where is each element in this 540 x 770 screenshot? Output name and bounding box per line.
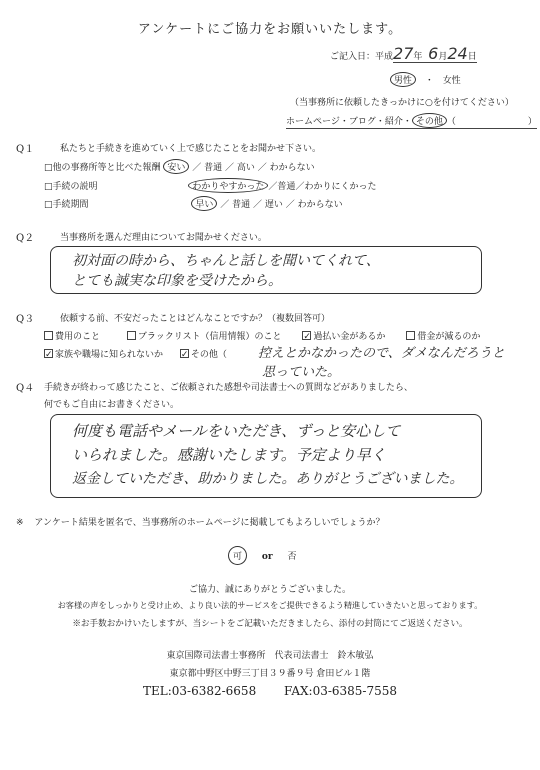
publish-or: or bbox=[261, 552, 273, 562]
q4-answer-line-3: 返金していただき、助かりました。ありがとうございました。 bbox=[72, 471, 464, 487]
q1-explanation-option-unclear[interactable]: わかりにくかった bbox=[304, 182, 377, 192]
q1-duration-option-slow[interactable]: 遅い bbox=[264, 200, 283, 210]
referral-line bbox=[286, 113, 537, 129]
q3-option-debt-reduce[interactable]: 借金が減るのか bbox=[406, 332, 480, 342]
q4-answer-line-2: いられました。感謝いたします。予定より早く bbox=[72, 446, 386, 464]
q4-text-line-2: 何でもご自由にお書きください。 bbox=[44, 400, 180, 410]
publish-question bbox=[16, 515, 385, 528]
q3-other-answer-line-1: 控えとかなかったので、ダメなんだろうと bbox=[258, 346, 505, 361]
closing-line-3: ※お手数おかけいたしますが、当シートをご記載いただきましたら、添付の封筒にてご返送ください。 bbox=[72, 619, 468, 629]
referral-prompt: （当事務所に依頼したきっかけに○を付けてください） bbox=[290, 98, 514, 108]
publish-yes[interactable]: 可 bbox=[228, 546, 247, 565]
date-line bbox=[330, 44, 477, 63]
publish-mark: ※ bbox=[16, 518, 24, 528]
referral-other[interactable]: その他 bbox=[412, 113, 447, 128]
office-contact bbox=[0, 684, 540, 698]
publish-text: アンケート結果を匿名で、当事務所のホームページに掲載してもよろしいでしょうか？ bbox=[34, 518, 385, 528]
q1-fee-option-cheap[interactable]: 安い bbox=[163, 159, 189, 174]
q1-number: Q１ bbox=[16, 144, 35, 155]
q3-number: Q３ bbox=[16, 314, 35, 325]
office-address: 東京都中野区中野三丁目３９番９号 倉田ビル１階 bbox=[169, 669, 371, 679]
office-name: 東京国際司法書士事務所 代表司法書士 鈴木敏弘 bbox=[166, 651, 374, 661]
date-year[interactable]: 27 bbox=[393, 44, 414, 63]
q3-options-row-2 bbox=[44, 347, 227, 360]
publish-no[interactable]: 否 bbox=[287, 552, 297, 562]
q2-text: 当事務所を選んだ理由についてお聞かせください。 bbox=[60, 233, 267, 243]
q3-other-answer-line-2: 思っていた。 bbox=[262, 365, 341, 380]
office-fax: FAX:03-6385-7558 bbox=[284, 684, 398, 698]
q1-row-fee-label: □他の事務所等と比べた報酬 bbox=[44, 163, 161, 173]
q4-text-line-1: 手続きが終わって感じたこと、ご依頼された感想や司法書士への質問などがありましたら、 bbox=[44, 383, 413, 393]
gender-separator: ・ bbox=[424, 76, 434, 86]
q3-option-blacklist[interactable]: ブラックリスト（信用情報）のこと bbox=[127, 332, 282, 342]
q2-answer-line-1: 初対面の時から、ちゃんと話しを聞いてくれて、 bbox=[72, 253, 380, 269]
q1-row-explanation-label: □手続の説明 bbox=[44, 182, 98, 192]
q3-text: 依頼する前、不安だったことはどんなことですか？（複数回答可） bbox=[60, 314, 331, 324]
checkbox-icon bbox=[127, 331, 136, 340]
date-year-unit: 年 bbox=[413, 52, 423, 62]
checkbox-icon bbox=[406, 331, 415, 340]
q3-option-overpayment[interactable]: ✓ 過払い金があるか bbox=[303, 332, 386, 342]
q1-fee-option-unknown[interactable]: わからない bbox=[269, 163, 315, 173]
q1-duration-option-unknown[interactable]: わからない bbox=[297, 200, 343, 210]
q1-row-duration: □手続期間 早い ／ 普通 ／ 遅い ／ わからない bbox=[44, 196, 343, 211]
checkbox-icon bbox=[44, 331, 53, 340]
q4-number: Q４ bbox=[16, 383, 35, 394]
gender-male[interactable]: 男性 bbox=[390, 72, 416, 87]
publish-choice bbox=[228, 546, 297, 565]
q1-row-explanation: □手続の説明 わかりやすかった ／普通／わかりにくかった bbox=[44, 178, 376, 193]
q4-answer-line-1: 何度も電話やメールをいただき、ずっと安心して bbox=[72, 422, 401, 440]
date-day-unit: 日 bbox=[467, 52, 477, 62]
page-title: アンケートにご協力をお願いいたします。 bbox=[137, 22, 403, 37]
closing-thanks: ご協力、誠にありがとうございました。 bbox=[188, 585, 351, 595]
referral-other-paren: （ ） bbox=[446, 117, 537, 127]
q1-explanation-option-clear[interactable]: わかりやすかった bbox=[188, 178, 268, 193]
q2-answer-line-2: とても誠実な印象を受けたから。 bbox=[72, 273, 282, 289]
checkbox-checked-icon: ✓ bbox=[45, 350, 53, 360]
referral-options[interactable]: ホームページ・ブログ・紹介・ bbox=[286, 117, 412, 127]
q1-duration-option-normal[interactable]: 普通 bbox=[232, 200, 251, 210]
date-month[interactable]: 6 bbox=[428, 44, 439, 63]
checkbox-checked-icon: ✓ bbox=[303, 332, 311, 342]
q1-fee-option-high[interactable]: 高い bbox=[236, 163, 255, 173]
q3-option-other[interactable]: ✓ その他（ bbox=[180, 350, 227, 360]
date-day[interactable]: 24 bbox=[447, 44, 468, 63]
date-label: ご記入日：平成 bbox=[330, 52, 394, 62]
q1-text: 私たちと手続きを進めていく上で感じたことをお聞かせ下さい。 bbox=[60, 144, 322, 154]
gender-line bbox=[390, 72, 461, 87]
gender-female[interactable]: 女性 bbox=[442, 76, 461, 86]
q1-explanation-option-normal[interactable]: 普通 bbox=[277, 182, 296, 192]
q3-option-family[interactable]: ✓ 家族や職場に知られないか bbox=[45, 350, 164, 360]
q1-row-duration-label: □手続期間 bbox=[44, 200, 89, 210]
date-month-unit: 月 bbox=[438, 52, 448, 62]
q1-row-fee: □他の事務所等と比べた報酬 安い ／ 普通 ／ 高い ／ わからない bbox=[44, 159, 315, 174]
q1-duration-option-fast[interactable]: 早い bbox=[191, 196, 217, 211]
q2-number: Q２ bbox=[16, 233, 35, 244]
q3-options-row-1 bbox=[44, 329, 480, 342]
checkbox-checked-icon: ✓ bbox=[180, 350, 189, 360]
office-tel: TEL:03-6382-6658 bbox=[142, 684, 257, 698]
closing-line-2: お客様の声をしっかりと受け止め、より良い法的サービスをご提供できるよう精進していきたいと思っております。 bbox=[57, 600, 483, 610]
q3-option-cost[interactable]: 費用のこと bbox=[44, 332, 100, 342]
q1-fee-option-normal[interactable]: 普通 bbox=[204, 163, 223, 173]
